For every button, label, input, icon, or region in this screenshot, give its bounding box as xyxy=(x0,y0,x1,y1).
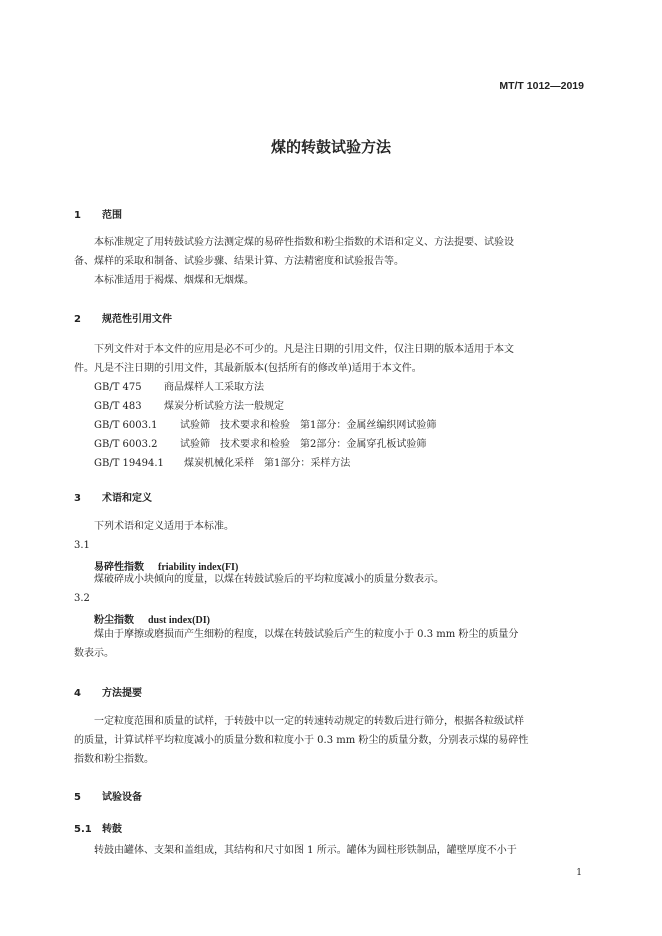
reference-code: GB/T 6003.1 xyxy=(94,420,158,431)
section-number: 2 xyxy=(74,314,81,325)
reference-name: 商品煤样人工采取方法 xyxy=(164,382,264,393)
term-english: friability index(FI) xyxy=(158,562,239,573)
paragraph: 本标准规定了用转鼓试验方法测定煤的易碎性指数和粉尘指数的术语和定义、方法提要、试验设 xyxy=(94,237,514,248)
page-number: 1 xyxy=(576,868,582,878)
paragraph: 转鼓由罐体、支架和盖组成，其结构和尺寸如图 1 所示。罐体为圆柱形铁制品，罐壁厚度不小于 xyxy=(94,845,517,856)
paragraph: 下列术语和定义适用于本标准。 xyxy=(94,521,234,532)
reference-item xyxy=(94,378,264,398)
section-title: 范围 xyxy=(102,210,122,221)
paragraph: 本标准适用于褐煤、烟煤和无烟煤。 xyxy=(94,275,254,286)
paragraph: 的质量，计算试样平均粒度减小的质量分数和粒度小于 0.3 mm 粉尘的质量分数，分别表示煤的易碎性 xyxy=(74,735,529,746)
reference-item xyxy=(94,454,350,474)
subsection-5-1-heading xyxy=(74,820,122,835)
section-4-heading xyxy=(74,684,142,699)
section-title: 方法提要 xyxy=(102,688,142,699)
paragraph: 备、煤样的采取和制备、试验步骤、结果计算、方法精密度和试验报告等。 xyxy=(74,256,404,267)
section-number: 3 xyxy=(74,493,81,504)
term-number: 3.2 xyxy=(74,593,90,604)
section-number: 1 xyxy=(74,210,81,221)
subsection-number: 5.1 xyxy=(74,824,92,835)
section-title: 术语和定义 xyxy=(102,493,152,504)
reference-name: 煤炭分析试验方法一般规定 xyxy=(164,401,284,412)
section-3-heading xyxy=(74,489,152,504)
term-number: 3.1 xyxy=(74,540,90,551)
section-1-heading xyxy=(74,206,122,221)
term-definition: 煤破碎成小块倾向的度量，以煤在转鼓试验后的平均粒度减小的质量分数表示。 xyxy=(94,574,444,585)
paragraph: 件。凡是不注日期的引用文件，其最新版本(包括所有的修改单)适用于本文件。 xyxy=(74,363,422,374)
term-definition: 数表示。 xyxy=(74,648,114,659)
reference-item xyxy=(94,435,426,455)
reference-name: 试验筛 技术要求和检验 第1部分：金属丝编织网试验筛 xyxy=(180,420,437,431)
term-chinese: 易碎性指数 xyxy=(94,562,144,573)
standard-code: MT/T 1012—2019 xyxy=(499,80,584,92)
reference-name: 试验筛 技术要求和检验 第2部分：金属穿孔板试验筛 xyxy=(180,439,427,450)
subsection-title: 转鼓 xyxy=(102,824,122,835)
term-heading xyxy=(94,611,210,626)
section-title: 规范性引用文件 xyxy=(102,314,172,325)
document-title: 煤的转鼓试验方法 xyxy=(270,138,391,156)
reference-name: 煤炭机械化采样 第1部分：采样方法 xyxy=(184,458,351,469)
reference-code: GB/T 475 xyxy=(94,382,142,393)
reference-item xyxy=(94,416,436,436)
section-number: 5 xyxy=(74,792,81,803)
reference-code: GB/T 6003.2 xyxy=(94,439,158,450)
term-definition: 煤由于摩擦或磨损而产生细粉的程度，以煤在转鼓试验后产生的粒度小于 0.3 mm 粉尘的质量分 xyxy=(94,629,519,640)
term-chinese: 粉尘指数 xyxy=(94,615,134,626)
paragraph: 一定粒度范围和质量的试样，于转鼓中以一定的转速转动规定的转数后进行筛分，根据各粒级试样 xyxy=(94,716,524,727)
term-english: dust index(DI) xyxy=(148,615,210,626)
reference-code: GB/T 19494.1 xyxy=(94,458,164,469)
paragraph: 下列文件对于本文件的应用是必不可少的。凡是注日期的引用文件，仅注日期的版本适用于本文 xyxy=(94,344,514,355)
paragraph: 指数和粉尘指数。 xyxy=(74,754,154,765)
section-5-heading xyxy=(74,788,142,803)
section-2-heading xyxy=(74,310,172,325)
reference-item xyxy=(94,397,284,417)
reference-code: GB/T 483 xyxy=(94,401,142,412)
section-number: 4 xyxy=(74,688,81,699)
section-title: 试验设备 xyxy=(102,792,142,803)
